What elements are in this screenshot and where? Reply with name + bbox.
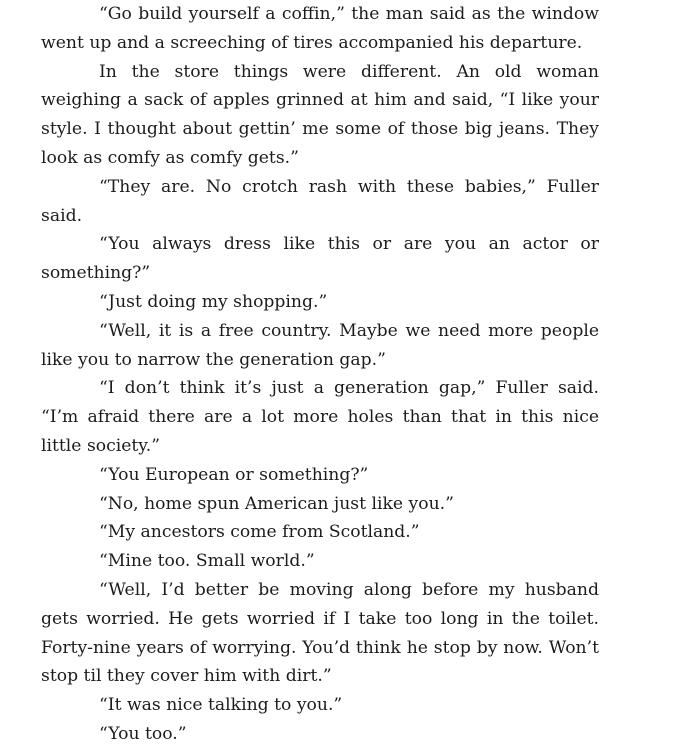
- paragraph: “You too.”: [99, 723, 187, 744]
- paragraph: “Well, it is a free country. Maybe we need more people like you to narrow the generation gap.”: [41, 320, 599, 370]
- paragraph: “I don’t think it’s just a generation gap,” Fuller said. “I’m afraid there are a lot more holes than that in this nice little society.”: [41, 378, 599, 456]
- paragraph: “You always dress like this or are you an actor or something?”: [41, 234, 599, 284]
- paragraph: “It was nice talking to you.”: [99, 695, 343, 716]
- paragraph: “Just doing my shopping.”: [99, 291, 328, 312]
- paragraph: “My ancestors come from Scotland.”: [99, 522, 420, 543]
- paragraph: “You European or something?”: [99, 464, 369, 485]
- paragraph: “Go build yourself a coffin,” the man said as the window went up and a screeching of tires accompanied his departure.: [41, 4, 599, 53]
- paragraph: “Well, I’d better be moving along before my husband gets worried. He gets worried if I take too long in the toilet. Forty-nine years of worrying. You’d think he stop by now. Won’t stop til they cover him with dirt.”: [41, 579, 599, 687]
- paragraph: “Mine too. Small world.”: [99, 551, 315, 572]
- paragraph: “They are. No crotch rash with these babies,” Fuller said.: [41, 176, 599, 226]
- document-page: [41, 0, 599, 749]
- paragraph: In the store things were different. An old woman weighing a sack of apples grinned at him and said, “I like your style. I thought about gettin’ me some of those big jeans. They look as comfy as comfy gets.”: [41, 61, 599, 168]
- paragraph: “No, home spun American just like you.”: [99, 493, 454, 514]
